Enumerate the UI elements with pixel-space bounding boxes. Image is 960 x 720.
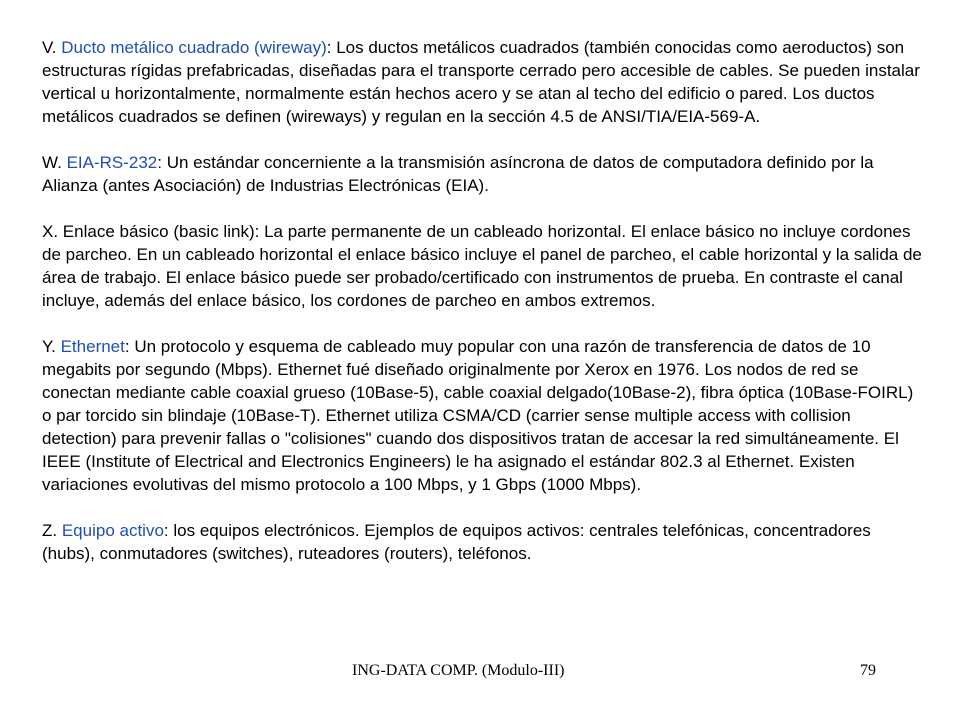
entry-z-prefix: Z. [42, 521, 62, 540]
glossary-body [42, 36, 922, 588]
entry-w-separator: : [157, 153, 162, 172]
entry-x-term: Enlace básico (basic link) [62, 222, 255, 241]
footer-title: ING-DATA COMP. (Modulo-III) [352, 662, 565, 679]
entry-x-separator: : [254, 222, 260, 241]
entry-y-term[interactable]: Ethernet [60, 337, 125, 356]
entry-x-definition: La parte permanente de un cableado horizontal. El enlace básico no incluye cordones de parcheo. En un cableado horizontal el enlace básico incluye el panel de parcheo, el cable horizontal y la salida de área de trabajo. El enlace básico puede ser probado/certificado con instrumentos de prueba. En contraste el canal incluye, además del enlace básico, los cordones de parcheo en ambos extremos. [42, 222, 922, 310]
entry-v-term[interactable]: Ducto metálico cuadrado (wireway) [61, 38, 327, 57]
entry-v [42, 36, 922, 128]
entry-z-definition: los equipos electrónicos. Ejemplos de equipos activos: centrales telefónicas, concentradores (hubs), conmutadores (switches), ruteadores (routers), teléfonos. [42, 521, 871, 563]
entry-x [42, 220, 922, 312]
entry-w-definition: Un estándar concerniente a la transmisión asíncrona de datos de computadora definido por la Alianza (antes Asociación) de Industrias Electrónicas (EIA). [42, 153, 874, 195]
entry-v-prefix: V. [42, 38, 62, 57]
entry-z-term[interactable]: Equipo activo [61, 521, 164, 540]
entry-z [42, 519, 922, 565]
page-number: 79 [860, 662, 876, 679]
entry-y-separator: : [124, 337, 130, 356]
entry-w [42, 151, 922, 197]
entry-v-definition: Los ductos metálicos cuadrados (también conocidas como aeroductos) son estructuras rígidas prefabricadas, diseñadas para el transporte cerrado pero accesible de cables. Se pueden instalar vertical u horizontalmente, normalmente están hechos acero y se atan al techo del edificio o pared. Los ductos metálicos cuadrados se definen (wireways) y regulan en la sección 4.5 de ANSI/TIA/EIA-569-A. [42, 38, 920, 126]
entry-w-term[interactable]: EIA-RS-232 [66, 153, 158, 172]
entry-z-separator: : [163, 521, 169, 540]
entry-y-prefix: Y. [42, 337, 61, 356]
entry-w-prefix: W. [42, 153, 67, 172]
entry-x-prefix: X. [42, 222, 63, 241]
entry-y-definition: Un protocolo y esquema de cableado muy popular con una razón de transferencia de datos de 10 megabits por segundo (Mbps). Ethernet fué diseñado originalmente por Xerox en 1976. Los nodos de red se conectan mediante cable coaxial grueso (10Base-5), cable coaxial delgado(10Base-2), fibra óptica (10Base-FOIRL) o par torcido sin blindaje (10Base-T). Ethernet utiliza CSMA/CD (carrier sense multiple access with collision detection) para prevenir fallas o "colisiones" cuando dos dispositivos tratan de accesar la red simultáneamente. El IEEE (Institute of Electrical and Electronics Engineers) le ha asignado el estándar 802.3 al Ethernet. Existen variaciones evolutivas del mismo protocolo a 100 Mbps, y 1 Gbps (1000 Mbps). [42, 337, 914, 494]
entry-v-separator: : [326, 38, 332, 57]
entry-y [42, 335, 922, 496]
